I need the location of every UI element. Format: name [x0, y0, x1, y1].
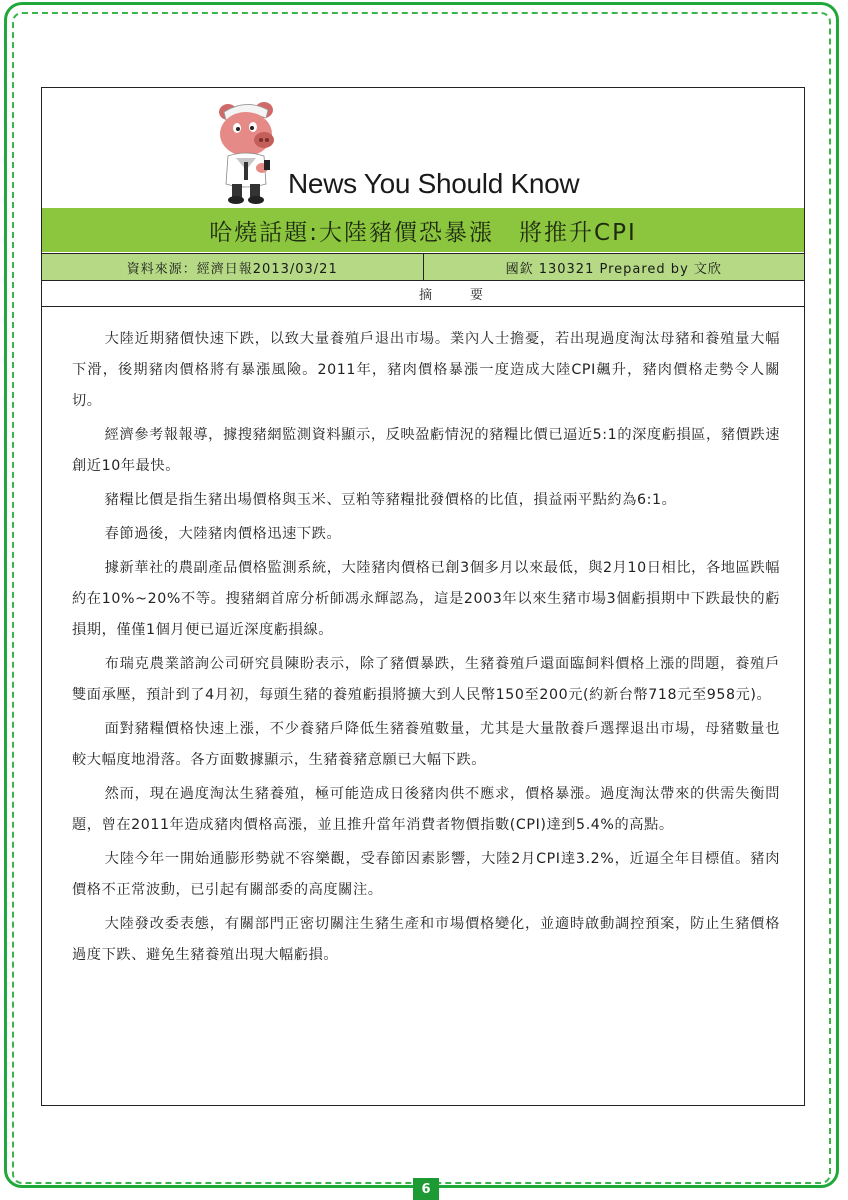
summary-label-text: 摘 要 — [418, 288, 487, 303]
paragraph: 大陸今年一開始通膨形勢就不容樂觀，受春節因素影響，大陸2月CPI達3.2%，近逼全年目標值。豬肉價格不正常波動，已引起有關部委的高度關注。 — [72, 851, 780, 898]
paragraph: 布瑞克農業諮詢公司研究員陳盼表示，除了豬價暴跌，生豬養殖戶還面臨飼料價格上漲的問題，養殖戶雙面承壓，預計到了4月初，每頭生豬的養殖虧損將擴大到人民幣150至200元(約新台幣718元至958元)。 — [72, 656, 780, 703]
prepared-by-label: 國欽 130321 Prepared by 文欣 — [423, 254, 805, 280]
paragraph: 大陸發改委表態，有關部門正密切關注生豬生產和市場價格變化，並適時啟動調控預案，防止生豬價格過度下跌、避免生豬養殖出現大幅虧損。 — [72, 916, 780, 963]
article-body — [72, 324, 780, 974]
paragraph: 面對豬糧價格快速上漲，不少養豬戶降低生豬養殖數量，尤其是大量散養戶選擇退出市場，母豬數量也較大幅度地滑落。各方面數據顯示，生豬養豬意願已大幅下跌。 — [72, 721, 780, 768]
paragraph: 豬糧比價是指生豬出場價格與玉米、豆粕等豬糧批發價格的比值，損益兩平點約為6:1。 — [104, 492, 677, 508]
pig-mascot-icon — [206, 98, 286, 208]
paragraph: 然而，現在過度淘汰生豬養殖，極可能造成日後豬肉供不應求，價格暴漲。過度淘汰帶來的供需失衡問題，曾在2011年造成豬肉價格高漲，並且推升當年消費者物價指數(CPI)達到5.4%的高點。 — [72, 786, 780, 833]
article-title: 哈燒話題:大陸豬價恐暴漲 將推升CPI — [42, 208, 804, 252]
info-row — [42, 253, 804, 281]
paragraph: 春節過後，大陸豬肉價格迅速下跌。 — [104, 526, 342, 542]
paragraph: 經濟參考報報導，據搜豬網監測資料顯示，反映盈虧情況的豬糧比價已逼近5:1的深度虧損區，豬價跌速創近10年最快。 — [72, 427, 780, 474]
paragraph: 大陸近期豬價快速下跌，以致大量養殖戶退出市場。業內人士擔憂，若出現過度淘汰母豬和養殖量大幅下滑，後期豬肉價格將有暴漲風險。2011年，豬肉價格暴漲一度造成大陸CPI飆升，豬肉價格走勢令人關切。 — [72, 331, 780, 409]
brand-title: News You Should Know — [288, 168, 580, 199]
header — [42, 88, 804, 208]
page-number: 6 — [413, 1178, 439, 1200]
paragraph: 據新華社的農副產品價格監測系統，大陸豬肉價格已創3個多月以來最低，與2月10日相比，各地區跌幅約在10%~20%不等。搜豬網首席分析師馮永輝認為，這是2003年以來生豬市場3個虧損期中下跌最快的虧損期，僅僅1個月便已逼近深度虧損線。 — [72, 560, 780, 638]
source-label: 資料來源：經濟日報2013/03/21 — [126, 261, 338, 277]
summary-label — [42, 281, 804, 307]
article-panel — [41, 87, 805, 1106]
